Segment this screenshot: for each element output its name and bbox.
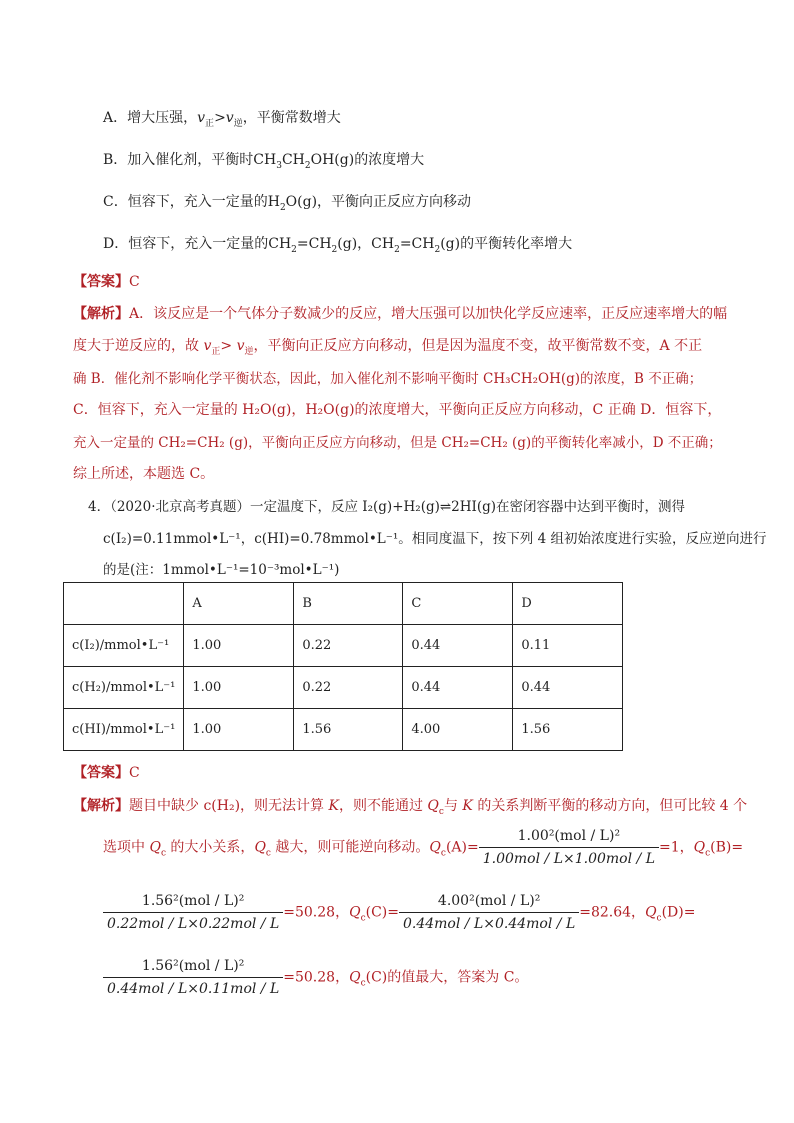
- analysis-text: =1，: [658, 839, 694, 856]
- table-header-cell: D: [513, 583, 623, 625]
- subscript: c: [265, 848, 271, 859]
- analysis-text: 与: [443, 798, 463, 814]
- q-symbol: Q: [349, 904, 361, 921]
- v-symbol: v: [197, 110, 206, 126]
- subscript: 正: [211, 346, 221, 357]
- option-d-text: D．恒容下，充入一定量的: [103, 236, 269, 252]
- option-c: [103, 191, 471, 213]
- table-header-cell: A: [184, 583, 294, 625]
- analysis-text: 的大小关系，: [165, 839, 255, 856]
- table-header-row: [64, 583, 623, 625]
- table-cell: 0.22: [294, 625, 403, 667]
- subscript: 2: [291, 244, 297, 255]
- fraction-numerator: 1.00²(mol / L)²: [479, 828, 659, 848]
- q3-analysis-line-1: [73, 303, 727, 323]
- q4-analysis-line-3: [103, 893, 695, 932]
- q-symbol: Q: [427, 798, 439, 814]
- subscript: 正: [205, 118, 215, 129]
- analysis-text: 的关系判断平衡的移动方向，但可比较 4 个: [472, 798, 748, 814]
- option-b-text: 的浓度增大: [354, 152, 425, 168]
- formula: OH(g): [310, 152, 355, 168]
- option-a: [103, 107, 341, 129]
- option-b-text: B．加入催化剂，平衡时: [103, 152, 254, 168]
- subscript: c: [440, 848, 446, 859]
- subscript: c: [360, 913, 366, 924]
- subscript: c: [705, 848, 711, 859]
- fraction: [399, 893, 579, 932]
- analysis-tag: 【解析】: [73, 306, 129, 322]
- q4-stem-line-2: c(I₂)=0.11mmol•L⁻¹，c(HI)=0.78mmol•L⁻¹。相同度温下，按下列 4 组初始浓度进行实验，反应逆向进行: [103, 531, 767, 547]
- greater-than: >: [220, 338, 237, 354]
- formula: =CH: [296, 236, 332, 252]
- q-symbol: Q: [149, 839, 161, 856]
- fraction-denominator: 0.44mol / L×0.11mol / L: [107, 981, 280, 997]
- q4-stem-line-1: 4．（2020·北京高考真题）一定温度下，反应 I₂(g)+H₂(g)⇌2HI(g)在密闭容器中达到平衡时，测得: [88, 499, 686, 515]
- fraction-denominator: 1.00mol / L×1.00mol / L: [482, 851, 655, 867]
- v-symbol: v: [203, 338, 212, 354]
- analysis-text: 题目中缺少 c(H₂)，则无法计算: [129, 798, 329, 814]
- q4-analysis-line-4: [103, 958, 528, 997]
- subscript: 3: [276, 160, 282, 171]
- table-row: [64, 667, 623, 709]
- subscript: 2: [304, 160, 311, 171]
- q4-analysis-line-1: [73, 795, 747, 817]
- q-symbol: Q: [645, 904, 657, 921]
- q3-analysis-line-3: 确 B．催化剂不影响化学平衡状态，因此，加入催化剂不影响平衡时 CH₃CH₂OH(g)的浓度，B 不正确；: [73, 371, 703, 387]
- option-c-text: C．恒容下，充入一定量的: [103, 194, 268, 210]
- analysis-text: 越大，则可能逆向移动。: [270, 839, 430, 856]
- formula: H: [267, 194, 280, 210]
- fraction: [103, 958, 283, 997]
- analysis-text: 度大于逆反应的，故: [73, 338, 204, 354]
- fraction-denominator: 0.22mol / L×0.22mol / L: [107, 916, 280, 932]
- k-symbol: K: [328, 798, 339, 814]
- table-cell: 1.00: [184, 709, 294, 751]
- q3-analysis-line-4: C．恒容下，充入一定量的 H₂O(g)，H₂O(g)的浓度增大，平衡向正反应方向移动，C 正确 D．恒容下，: [73, 402, 722, 418]
- table-row: [64, 625, 623, 667]
- subscript: c: [656, 913, 662, 924]
- q4-stem-line-3: 的是(注：1mmol•L⁻¹=10⁻³mol•L⁻¹): [103, 562, 340, 578]
- table-row: [64, 709, 623, 751]
- table-cell: 1.00: [184, 625, 294, 667]
- subscript: 2: [434, 244, 441, 255]
- table-cell: 0.44: [513, 667, 623, 709]
- fraction-numerator: 1.56²(mol / L)²: [103, 958, 283, 978]
- formula: O(g): [285, 194, 318, 210]
- analysis-text: (D)=: [661, 904, 696, 921]
- subscript: 逆: [244, 346, 254, 357]
- option-d: [103, 233, 572, 255]
- formula: =CH: [399, 236, 435, 252]
- fraction: [103, 893, 283, 932]
- q3-answer: [73, 271, 140, 291]
- formula: (g)，: [337, 236, 372, 252]
- v-symbol: v: [236, 338, 245, 354]
- table-cell: 0.44: [403, 625, 513, 667]
- option-b: [103, 149, 424, 171]
- table-header-cell: C: [403, 583, 513, 625]
- answer-value: C: [129, 274, 140, 290]
- k-symbol: K: [462, 798, 473, 814]
- option-d-text: 的平衡转化率增大: [460, 236, 573, 252]
- table-cell: 0.22: [294, 667, 403, 709]
- subscript: c: [438, 806, 444, 817]
- fraction-denominator: 0.44mol / L×0.44mol / L: [402, 916, 576, 932]
- subscript: 逆: [233, 118, 243, 129]
- analysis-text: A．该反应是一个气体分子数减少的反应，增大压强可以加快化学反应速率，正反应速率增大的幅: [129, 306, 728, 322]
- q-symbol: Q: [254, 839, 266, 856]
- subscript: c: [360, 978, 366, 989]
- q-symbol: Q: [429, 839, 441, 856]
- q4-answer: [73, 762, 140, 782]
- analysis-text: =50.28，: [283, 904, 350, 921]
- table-header-cell: [64, 583, 184, 625]
- formula: CH: [371, 236, 395, 252]
- q3-analysis-line-2: [73, 335, 702, 357]
- v-symbol: v: [225, 110, 234, 126]
- formula: CH: [253, 152, 277, 168]
- analysis-text: =50.28，: [283, 969, 350, 986]
- fraction: [479, 828, 659, 867]
- answer-tag: 【答案】: [73, 274, 129, 290]
- fraction-numerator: 4.00²(mol / L)²: [399, 893, 579, 913]
- subscript: 2: [331, 244, 338, 255]
- answer-tag: 【答案】: [73, 765, 129, 781]
- fraction-numerator: 1.56²(mol / L)²: [103, 893, 283, 913]
- concentration-table: [63, 582, 623, 751]
- table-row-label: c(I₂)/mmol•L⁻¹: [64, 625, 184, 667]
- option-a-text: A．增大压强，: [103, 110, 198, 126]
- formula: CH: [268, 236, 292, 252]
- table-header-cell: B: [294, 583, 403, 625]
- analysis-text: ，平衡向正反应方向移动，但是因为温度不变，故平衡常数不变，A 不正: [253, 338, 703, 354]
- analysis-text: (C)的值最大，答案为 C。: [365, 969, 529, 986]
- option-a-text: ，平衡常数增大: [242, 110, 341, 126]
- analysis-tag: 【解析】: [73, 798, 129, 814]
- analysis-text: (C)=: [365, 904, 399, 921]
- formula: CH: [281, 152, 305, 168]
- table-cell: 4.00: [403, 709, 513, 751]
- table-row-label: c(HI)/mmol•L⁻¹: [64, 709, 184, 751]
- q-symbol: Q: [349, 969, 361, 986]
- q3-analysis-line-5: 充入一定量的 CH₂=CH₂ (g)，平衡向正反应方向移动，但是 CH₂=CH₂ (g)的平衡转化率减小，D 不正确；: [73, 435, 722, 451]
- table-cell: 0.11: [513, 625, 623, 667]
- table-row-label: c(H₂)/mmol•L⁻¹: [64, 667, 184, 709]
- subscript: c: [160, 848, 166, 859]
- q-symbol: Q: [693, 839, 706, 856]
- table-cell: 0.44: [403, 667, 513, 709]
- q4-analysis-line-2: [103, 828, 743, 867]
- formula: (g): [440, 236, 461, 252]
- analysis-text: (A)=: [445, 839, 479, 856]
- analysis-text: ，则不能通过: [338, 798, 428, 814]
- analysis-text: 选项中: [103, 839, 150, 856]
- table-cell: 1.00: [184, 667, 294, 709]
- q3-analysis-line-6: 综上所述，本题选 C。: [73, 466, 215, 482]
- answer-value: C: [129, 765, 140, 781]
- analysis-text: (B)=: [710, 839, 744, 856]
- subscript: 2: [279, 202, 286, 213]
- analysis-text: =82.64，: [579, 904, 646, 921]
- greater-than: >: [214, 110, 226, 126]
- table-cell: 1.56: [513, 709, 623, 751]
- subscript: 2: [394, 244, 400, 255]
- table-cell: 1.56: [294, 709, 403, 751]
- option-c-text: ，平衡向正反应方向移动: [317, 194, 472, 210]
